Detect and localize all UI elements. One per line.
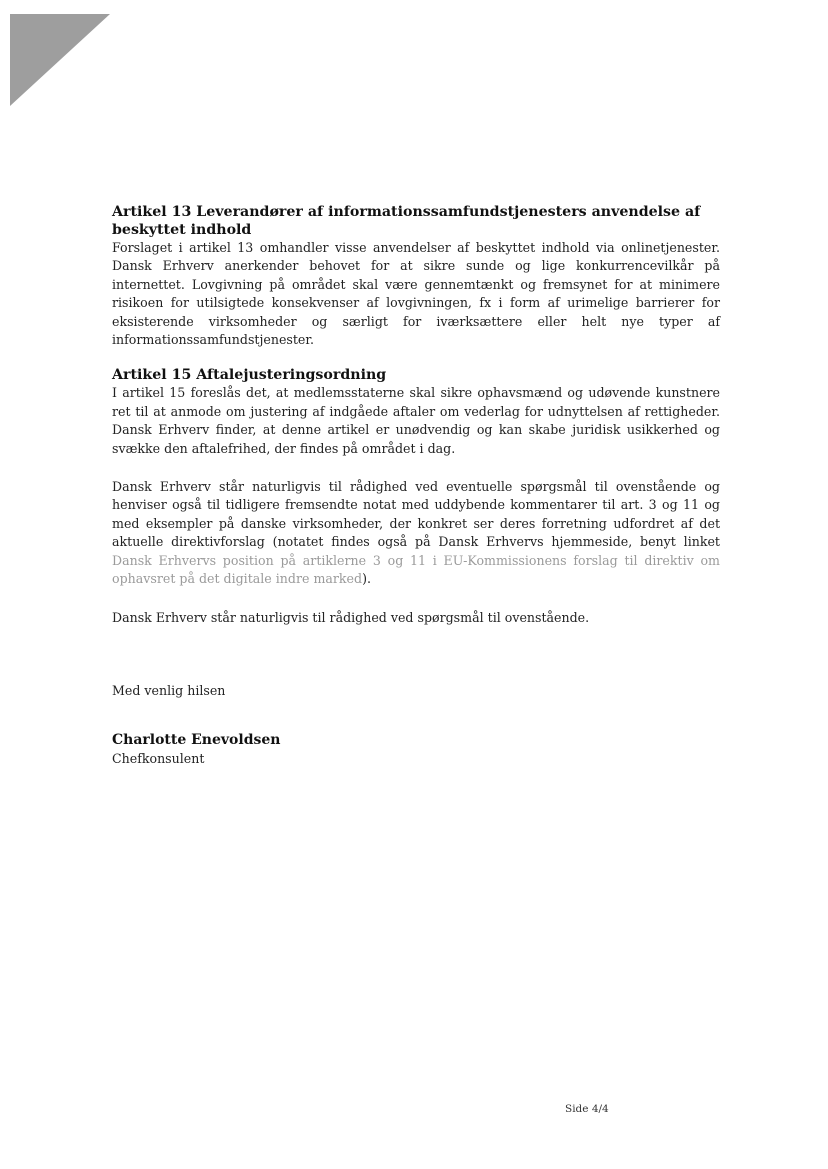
article-15-paragraph: I artikel 15 foreslås det, at medlemsstaterne skal sikre ophavsmænd og udøvende kunstnere ret til at anmode om justering af indgåede aftaler om vederlag for udnyttelsen af rettigheder. Dansk Erhverv finder, at denne artikel er unødvendig og kan skabe juridisk usikkerhed og svække den aftalefrihed, der findes på området i dag. bbox=[112, 385, 720, 456]
page-number: Side 4/4 bbox=[565, 1103, 609, 1115]
closing-text-end: ). bbox=[362, 571, 371, 587]
signatory-name: Charlotte Enevoldsen bbox=[112, 732, 281, 749]
greeting: Med venlig hilsen bbox=[112, 682, 226, 698]
closing-text: Dansk Erhverv står naturligvis til rådighed ved eventuelle spørgsmål til ovenstående og henviser også til tidligere fremsendte notat med uddybende kommentarer til art. 3 og 11 og med eksempler på danske virksomheder, der konkret ser deres forretning udfordret af det aktuelle direktivforslag (notatet findes også på Dansk Erhvervs hjemmeside, benyt linket bbox=[112, 479, 720, 550]
page-corner-fold bbox=[10, 14, 110, 106]
article-13-heading: Artikel 13 Leverandører af informationssamfundstjenesters anvendelse af beskyttet indhold bbox=[112, 204, 701, 238]
position-paper-link[interactable]: Dansk Erhvervs position på artiklerne 3 og 11 i EU-Kommissionens forslag til direktiv om ophavsret på det digitale indre marked bbox=[112, 552, 720, 587]
article-15-heading: Artikel 15 Aftalejusteringsordning bbox=[112, 367, 387, 384]
availability-paragraph: Dansk Erhverv står naturligvis til rådighed ved spørgsmål til ovenstående. bbox=[112, 609, 590, 625]
article-13-paragraph: Forslaget i artikel 13 omhandler visse anvendelser af beskyttet indhold via onlinetjenester. Dansk Erhverv anerkender behovet for at sikre sunde og lige konkurrencevilkår på internettet. Lovgivning på området skal være gennemtænkt og fremsynet for at minimere risikoen for utilsigtede konsekvenser af lovgivningen, fx i form af urimelige barrierer for eksisterende virksomheder og særligt for iværksættere eller helt nye typer af informationssamfundstjenester. bbox=[112, 240, 720, 348]
closing-paragraph bbox=[112, 478, 720, 588]
signatory-title: Chefkonsulent bbox=[112, 750, 205, 766]
letter-body bbox=[112, 203, 720, 768]
